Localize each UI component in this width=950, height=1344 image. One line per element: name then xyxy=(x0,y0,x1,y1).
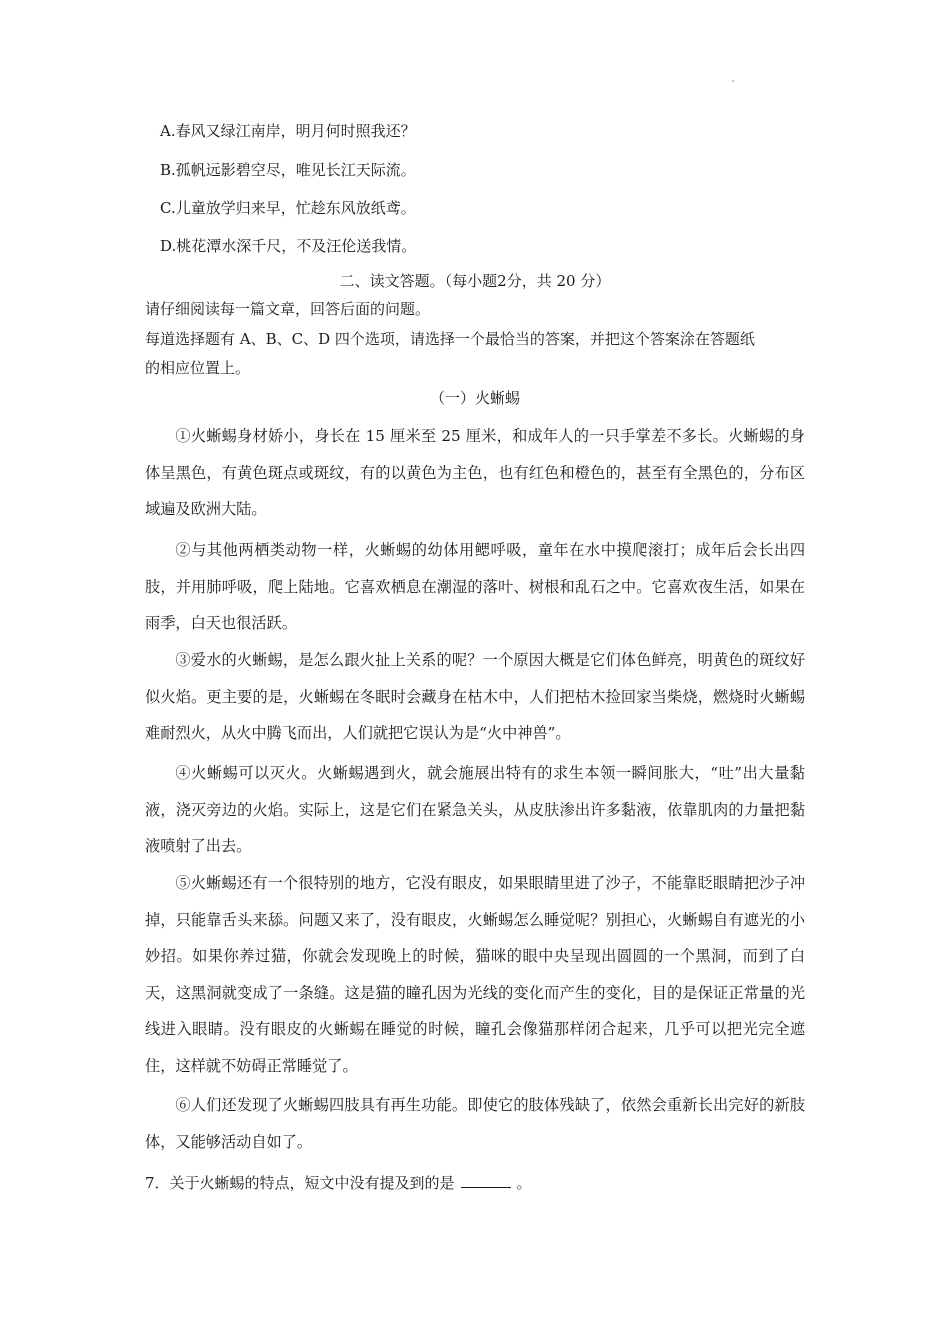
section-title: 二、读文答题。（每小题2分，共 20 分） xyxy=(339,272,611,290)
option-a: A.春风又绿江南岸，明月何时照我还？ xyxy=(160,122,416,140)
paragraph-5: ⑤火蜥蜴还有一个很特别的地方，它没有眼皮，如果眼睛里进了沙子，不能靠眨眼睛把沙子冲掉，只能靠舌头来舔。问题又来了，没有眼皮，火蜥蜴怎么睡觉呢？别担心，火蜥蜴自有遮光的小妙招。如果你养过猫，你就会发现晚上的时候，猫咪的眼中央呈现出圆圆的一个黑洞，而到了白天，这黑洞就变成了一条缝。这是猫的瞳孔因为光线的变化而产生的变化，目的是保证正常量的光线进入眼睛。没有眼皮的火蜥蜴在睡觉的时候，瞳孔会像猫那样闭合起来，几乎可以把光完全遮住，这样就不妨碍正常睡觉了。 xyxy=(145,874,805,1075)
scan-speck xyxy=(732,80,734,82)
article-title: （一）火蜥蜴 xyxy=(429,389,520,407)
answer-blank xyxy=(461,1173,511,1188)
question-text: 7．关于火蜥蜴的特点，短文中没有提及到的是 xyxy=(145,1174,455,1192)
instruction-line-3: 的相应位置上。 xyxy=(145,359,251,377)
instruction-line-1: 请仔细阅读每一篇文章，回答后面的问题。 xyxy=(145,300,431,318)
option-c: C.儿童放学归来早，忙趁东风放纸鸢。 xyxy=(160,199,416,217)
instruction-line-2: 每道选择题有 A、B、C、D 四个选项，请选择一个最恰当的答案，并把这个答案涂在答题纸 xyxy=(145,330,755,348)
paragraph-2: ②与其他两栖类动物一样，火蜥蜴的幼体用鳃呼吸，童年在水中摸爬滚打；成年后会长出四肢，并用肺呼吸，爬上陆地。它喜欢栖息在潮湿的落叶、树根和乱石之中。它喜欢夜生活，如果在雨季，白天也很活跃。 xyxy=(145,541,805,632)
question-7 xyxy=(145,1173,532,1193)
option-b: B.孤帆远影碧空尽，唯见长江天际流。 xyxy=(160,161,416,179)
question-end: 。 xyxy=(516,1174,532,1192)
option-d: D.桃花潭水深千尺，不及汪伦送我情。 xyxy=(160,237,417,255)
paragraph-6: ⑥人们还发现了火蜥蜴四肢具有再生功能。即使它的肢体残缺了，依然会重新长出完好的新肢体，又能够活动自如了。 xyxy=(145,1096,805,1151)
paragraph-4: ④火蜥蜴可以灭火。火蜥蜴遇到火，就会施展出特有的求生本领一瞬间胀大，“吐”出大量黏液，浇灭旁边的火焰。实际上，这是它们在紧急关头，从皮肤渗出许多黏液，依靠肌肉的力量把黏液喷射了出去。 xyxy=(145,764,805,855)
paragraph-1: ①火蜥蜴身材娇小，身长在 15 厘米至 25 厘米，和成年人的一只手掌差不多长。火蜥蜴的身体呈黑色，有黄色斑点或斑纹，有的以黄色为主色，也有红色和橙色的，甚至有全黑色的，分布区域遍及欧洲大陆。 xyxy=(145,427,805,518)
paragraph-3: ③爱水的火蜥蜴，是怎么跟火扯上关系的呢？一个原因大概是它们体色鲜亮，明黄色的斑纹好似火焰。更主要的是，火蜥蜴在冬眠时会藏身在枯木中，人们把枯木捡回家当柴烧，燃烧时火蜥蜴难耐烈火，从火中腾飞而出，人们就把它误认为是“火中神兽”。 xyxy=(145,651,805,742)
